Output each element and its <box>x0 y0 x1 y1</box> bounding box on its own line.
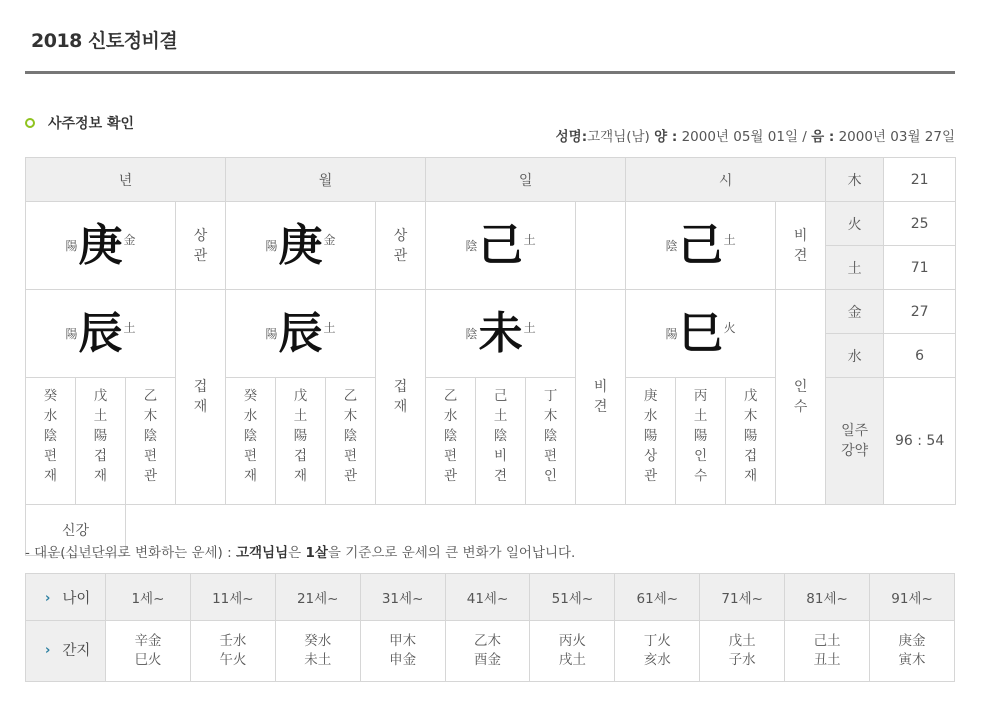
ganji-cell: 己土 丑土 <box>785 621 870 682</box>
header-month: 월 <box>226 158 426 202</box>
age-cell: 81세~ <box>785 574 870 621</box>
hidden-stem: 乙 木 陰 편 관 <box>326 378 376 505</box>
lunar-label: 음 : <box>811 129 835 145</box>
hour-branch-god: 인 수 <box>776 290 826 505</box>
ganji-row-label: › 간지 <box>26 621 106 682</box>
info-separator: / <box>802 129 807 145</box>
hidden-stem: 癸 水 陰 편 재 <box>226 378 276 505</box>
strength-result: 신강 <box>26 505 126 556</box>
element-metal-label: 金 <box>826 290 884 334</box>
element-water-value: 6 <box>884 334 956 378</box>
header-hour: 시 <box>626 158 826 202</box>
day-branch-god: 비 견 <box>576 290 626 505</box>
age-cell: 51세~ <box>530 574 615 621</box>
daeun-note: - 대운(십년단위로 변화하는 운세) : 고객님님은 1살을 기준으로 운세의 큰 변화가 일어납니다. <box>25 545 576 561</box>
hidden-stem: 戊 土 陽 겁 재 <box>76 378 126 505</box>
ganji-cell: 丙火 戌土 <box>530 621 615 682</box>
title-divider <box>25 71 955 74</box>
hour-stem-god: 비 견 <box>776 202 826 290</box>
circle-bullet-icon <box>25 118 35 128</box>
element-wood-value: 21 <box>884 158 956 202</box>
ganji-cell: 庚金 寅木 <box>870 621 955 682</box>
name-value: 고객님(남) <box>587 129 650 145</box>
ganji-cell: 癸水 未土 <box>275 621 360 682</box>
age-cell: 71세~ <box>700 574 785 621</box>
ganji-cell: 乙木 酉金 <box>445 621 530 682</box>
year-stem-god: 상 관 <box>176 202 226 290</box>
strength-ratio: 96 : 54 <box>884 378 956 505</box>
hidden-stem: 戊 木 陽 겁 재 <box>726 378 776 505</box>
element-metal-value: 27 <box>884 290 956 334</box>
name-label: 성명: <box>555 129 588 145</box>
ganji-cell: 丁火 亥水 <box>615 621 700 682</box>
page-title: 2018 신토정비결 <box>31 30 178 52</box>
month-branch: 陽 辰 土 <box>226 290 376 378</box>
lunar-date: 2000년 03월 27일 <box>838 129 955 145</box>
age-cell: 21세~ <box>275 574 360 621</box>
year-branch: 陽 辰 土 <box>26 290 176 378</box>
chevron-right-icon: › <box>45 642 51 658</box>
element-earth-value: 71 <box>884 246 956 290</box>
day-stem-god <box>576 202 626 290</box>
element-fire-label: 火 <box>826 202 884 246</box>
year-stem: 陽 庚 金 <box>26 202 176 290</box>
solar-date: 2000년 05월 01일 <box>681 129 798 145</box>
hidden-stem: 庚 水 陽 상 관 <box>626 378 676 505</box>
solar-label: 양 : <box>654 129 678 145</box>
age-cell: 31세~ <box>360 574 445 621</box>
section-title: 사주정보 확인 <box>48 116 135 132</box>
element-earth-label: 土 <box>826 246 884 290</box>
hidden-stem: 丁 木 陰 편 인 <box>526 378 576 505</box>
strength-label: 일주 강약 <box>826 378 884 505</box>
month-branch-god: 겁 재 <box>376 290 426 505</box>
age-row-label: › 나이 <box>26 574 106 621</box>
age-cell: 11세~ <box>190 574 275 621</box>
year-branch-god: 겁 재 <box>176 290 226 505</box>
hidden-stem: 戊 土 陽 겁 재 <box>276 378 326 505</box>
hidden-stem: 癸 水 陰 편 재 <box>26 378 76 505</box>
hour-stem: 陰 己 土 <box>626 202 776 290</box>
element-wood-label: 木 <box>826 158 884 202</box>
ganji-cell: 戊土 子水 <box>700 621 785 682</box>
age-cell: 91세~ <box>870 574 955 621</box>
ganji-cell: 辛金 巳火 <box>106 621 191 682</box>
hidden-stem: 丙 土 陽 인 수 <box>676 378 726 505</box>
day-branch: 陰 未 土 <box>426 290 576 378</box>
ganji-cell: 甲木 申金 <box>360 621 445 682</box>
day-stem: 陰 己 土 <box>426 202 576 290</box>
section-header <box>25 113 134 133</box>
header-year: 년 <box>26 158 226 202</box>
header-day: 일 <box>426 158 626 202</box>
month-stem: 陽 庚 金 <box>226 202 376 290</box>
hidden-stem: 己 土 陰 비 견 <box>476 378 526 505</box>
age-cell: 61세~ <box>615 574 700 621</box>
element-fire-value: 25 <box>884 202 956 246</box>
hidden-stem: 乙 木 陰 편 관 <box>126 378 176 505</box>
ganji-cell-current: 壬水 午火 <box>190 621 275 682</box>
daeun-table <box>25 573 955 682</box>
hidden-stem: 乙 水 陰 편 관 <box>426 378 476 505</box>
element-water-label: 水 <box>826 334 884 378</box>
hour-branch: 陽 巳 火 <box>626 290 776 378</box>
month-stem-god: 상 관 <box>376 202 426 290</box>
age-cell: 1세~ <box>106 574 191 621</box>
chevron-right-icon: › <box>45 590 51 606</box>
age-cell: 41세~ <box>445 574 530 621</box>
birth-info <box>556 125 955 145</box>
saju-table <box>25 157 956 556</box>
